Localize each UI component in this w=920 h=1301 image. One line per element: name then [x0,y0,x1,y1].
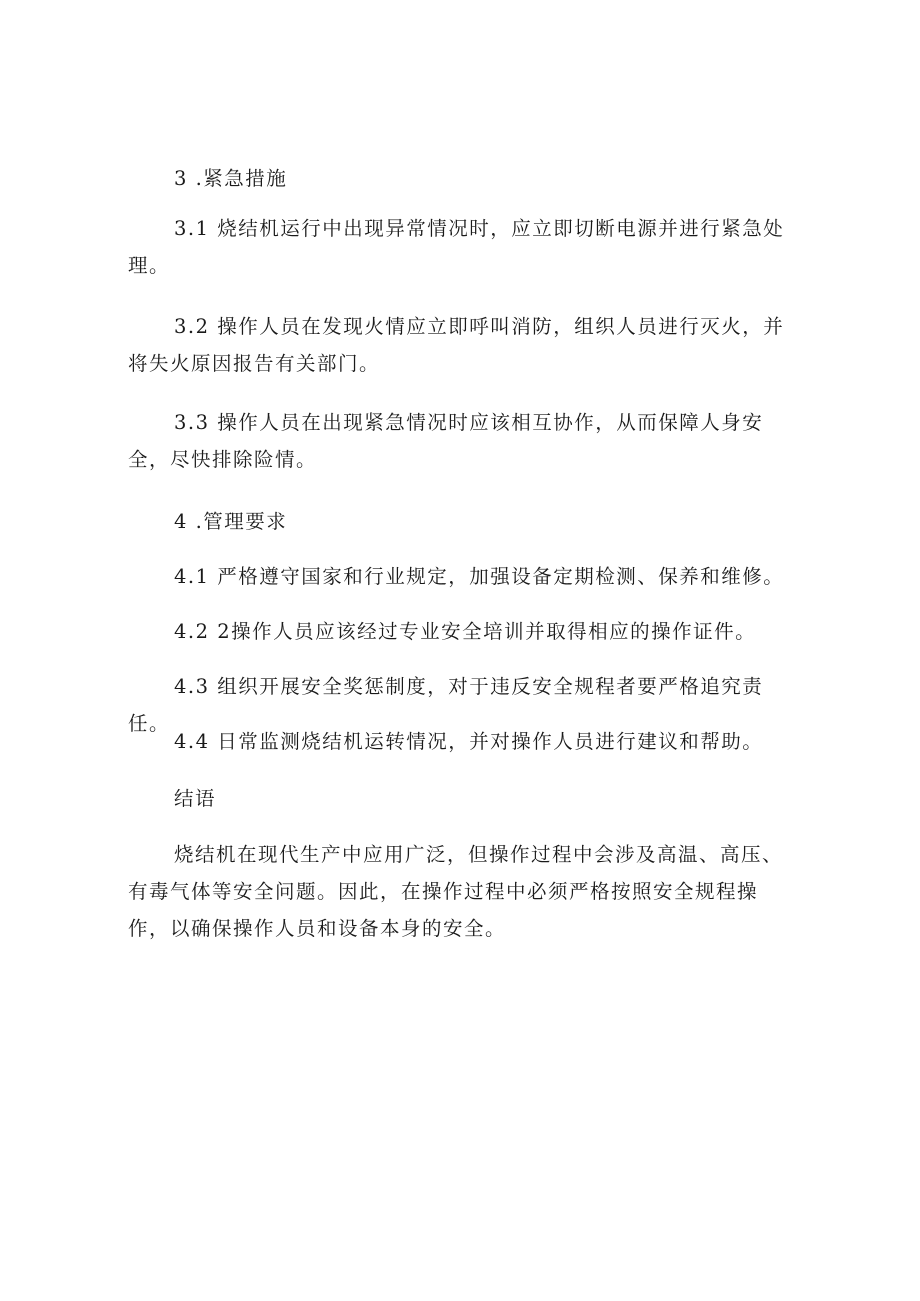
section-4-heading: 4 .管理要求 [174,510,288,533]
conclusion-heading: 结语 [174,787,217,810]
paragraph-4-3: 4.3 组织开展安全奖惩制度，对于违反安全规程者要严格追究责任。 [128,675,764,735]
paragraph-4-1: 4.1 严格遵守国家和行业规定，加强设备定期检测、保养和维修。 [174,565,785,588]
paragraph-3-2: 3.2 操作人员在发现火情应立即呼叫消防，组织人员进行灭火，并将失火原因报告有关部门。 [128,315,785,375]
paragraph-4-4: 4.4 日常监测烧结机运转情况，并对操作人员进行建议和帮助。 [174,730,764,753]
paragraph-3-1: 3.1 烧结机运行中出现异常情况时，应立即切断电源并进行紧急处理。 [128,217,785,277]
conclusion-paragraph: 烧结机在现代生产中应用广泛，但操作过程中会涉及高温、高压、有毒气体等安全问题。因此，在操作过程中必须严格按照安全规程操作，以确保操作人员和设备本身的安全。 [128,843,784,940]
paragraph-4-2: 4.2 2操作人员应该经过专业安全培训并取得相应的操作证件。 [174,620,757,643]
section-3-heading: 3 .紧急措施 [174,167,288,190]
paragraph-3-3: 3.3 操作人员在出现紧急情况时应该相互协作，从而保障人身安全，尽快排除险情。 [128,411,764,471]
